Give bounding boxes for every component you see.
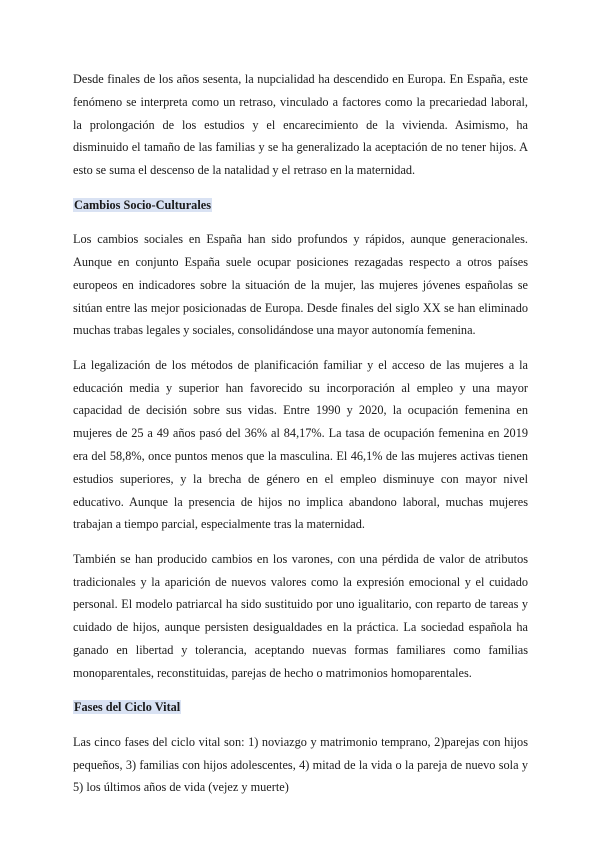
section-heading-fases: Fases del Ciclo Vital bbox=[74, 700, 181, 715]
paragraph-cambios-1: Los cambios sociales en España han sido profundos y rápidos, aunque generacionales. Aunque en conjunto España suele ocupar posiciones rezagadas respecto a otros países europeos en indicadores sobre la situación de la mujer, las mujeres jóvenes españolas se sitúan entre las mejor posicionadas de Europa. Desde finales del siglo XX se han eliminado muchas trabas legales y sociales, consolidándose una mayor autonomía femenina. bbox=[73, 232, 528, 338]
document-page bbox=[73, 68, 528, 811]
intro-paragraph: Desde finales de los años sesenta, la nupcialidad ha descendido en Europa. En España, este fenómeno se interpreta como un retraso, vinculado a factores como la precariedad laboral, la prolongación de los estudios y el encarecimiento de la vivienda. Asimismo, ha disminuido el tamaño de las familias y se ha generalizado la aceptación de no tener hijos. A esto se suma el descenso de la natalidad y el retraso en la maternidad. bbox=[73, 72, 528, 178]
section-heading-cambios: Cambios Socio-Culturales bbox=[74, 197, 211, 212]
section-heading-wrap bbox=[73, 194, 528, 217]
paragraph-cambios-3: También se han producido cambios en los varones, con una pérdida de valor de atributos tradicionales y la aparición de nuevos valores como la expresión emocional y el cuidado personal. El modelo patriarcal ha sido sustituido por uno igualitario, con reparto de tareas y cuidado de hijos, aunque persisten desigualdades en la práctica. La sociedad española ha ganado en libertad y tolerancia, aceptando nuevas formas familiares como familias monoparentales, reconstituidas, parejas de hecho o matrimonios homoparentales. bbox=[73, 551, 528, 680]
section-heading-wrap bbox=[73, 696, 528, 719]
paragraph-cambios-2: La legalización de los métodos de planificación familiar y el acceso de las mujeres a la educación media y superior han favorecido su incorporación al empleo y una mayor capacidad de decisión sobre sus vidas. Entre 1990 y 2020, la ocupación femenina en mujeres de 25 a 49 años pasó del 36% al 84,17%. La tasa de ocupación femenina en 2019 era del 58,8%, once puntos menos que la masculina. El 46,1% de las mujeres activas tienen estudios superiores, y la brecha de género en el empleo disminuye con mayor nivel educativo. Aunque la presencia de hijos no implica abandono laboral, muchas mujeres trabajan a tiempo parcial, especialmente tras la maternidad. bbox=[73, 357, 528, 532]
paragraph-fases-1: Las cinco fases del ciclo vital son: 1) noviazgo y matrimonio temprano, 2)parejas con hijos pequeños, 3) familias con hijos adolescentes, 4) mitad de la vida o la pareja de nuevo sola y 5) los últimos años de vida (vejez y muerte) bbox=[73, 734, 528, 795]
